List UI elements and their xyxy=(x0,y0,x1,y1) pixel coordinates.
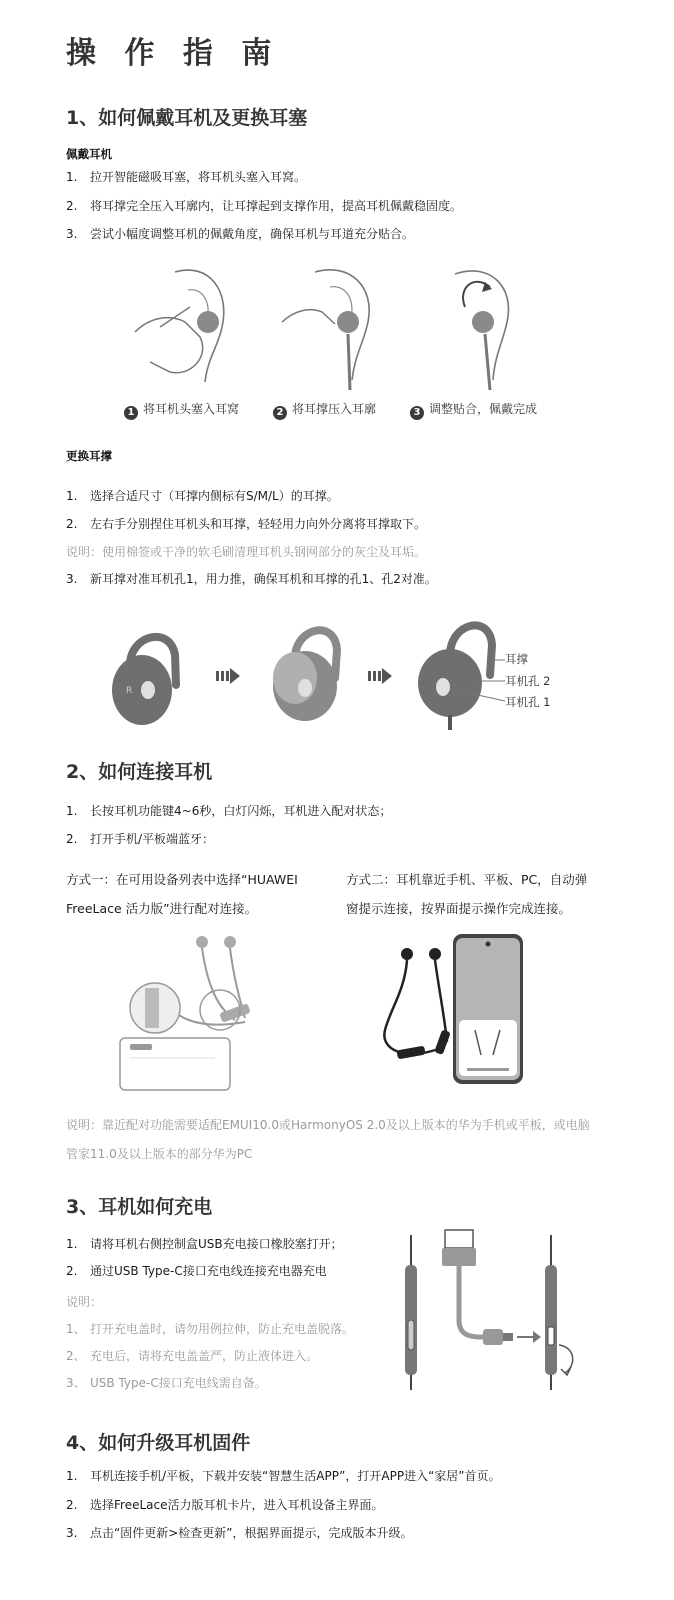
neckband-pairing-illustration xyxy=(100,930,275,1090)
subheading-replace: 更换耳撑 xyxy=(66,449,112,463)
step-item: 1. 耳机连接手机/平板，下载并安装“智慧生活APP”，打开APP进入“家居”首页。 xyxy=(66,1469,501,1483)
charge-note-item: 3、 USB Type-C接口充电线需自备。 xyxy=(66,1376,267,1390)
section-heading-connect: 2、如何连接耳机 xyxy=(66,761,213,783)
step-item: 1. 长按耳机功能键4~6秒，白灯闪烁，耳机进入配对状态； xyxy=(66,804,392,818)
label-hole-2: 耳机孔 2 xyxy=(505,674,551,688)
usb-charging-illustration xyxy=(395,1225,585,1395)
caption-2: 2 将耳撑压入耳廓 xyxy=(273,400,376,420)
arrow-icon xyxy=(216,668,240,684)
step-item: 2. 打开手机/平板端蓝牙： xyxy=(66,832,215,846)
svg-text:R: R xyxy=(126,686,133,696)
step-item: 2. 左右手分别捏住耳机头和耳撑，轻轻用力向外分离将耳撑取下。 xyxy=(66,517,427,531)
step-item: 2. 通过USB Type-C接口充电线连接充电器充电 xyxy=(66,1264,327,1278)
step-item: 1. 请将耳机右侧控制盒USB充电接口橡胶塞打开； xyxy=(66,1237,343,1251)
phone-popup-illustration xyxy=(375,930,535,1090)
step-item: 3. 新耳撑对准耳机孔1，用力推，确保耳机和耳撑的孔1、孔2对准。 xyxy=(66,572,437,586)
method-one: 方式一：在可用设备列表中选择“HUAWEI FreeLace 活力版”进行配对连接。 xyxy=(66,872,298,916)
charge-note-item: 1、 打开充电盖时，请勿用例拉伸，防止充电盖脱落。 xyxy=(66,1322,355,1336)
arrow-icon xyxy=(368,668,392,684)
section-heading-charge: 3、耳机如何充电 xyxy=(66,1196,213,1218)
connect-note-line-1: 说明：靠近配对功能需要适配EMUI10.0或HarmonyOS 2.0及以上版本的华为手机或平板，或电脑 xyxy=(66,1118,590,1132)
caption-3: 3 调整贴合，佩戴完成 xyxy=(410,400,537,420)
ear-tip-fit-illustration xyxy=(265,618,345,728)
section-heading-firmware: 4、如何升级耳机固件 xyxy=(66,1432,251,1454)
ear-press-illustration xyxy=(280,262,390,392)
ear-adjust-illustration xyxy=(435,262,545,392)
step-item: 3. 点击“固件更新>检查更新”，根据界面提示，完成版本升级。 xyxy=(66,1526,413,1540)
ear-insert-illustration xyxy=(130,262,240,392)
charge-note-item: 2、 充电后，请将充电盖盖严，防止液体进入。 xyxy=(66,1349,319,1363)
label-hole-1: 耳机孔 1 xyxy=(505,695,551,709)
step-item: 1. 选择合适尺寸（耳撑内侧标有S/M/L）的耳撑。 xyxy=(66,489,339,503)
step-item: 1. 拉开智能磁吸耳塞，将耳机头塞入耳窝。 xyxy=(66,170,307,184)
charge-note-title: 说明： xyxy=(66,1295,103,1309)
page-title: 操 作 指 南 xyxy=(66,36,281,71)
connect-note-line-2: 管家11.0及以上版本的部分华为PC xyxy=(66,1147,253,1161)
method-two: 方式二：耳机靠近手机、平板、PC，自动弹 窗提示连接，按界面提示操作完成连接。 xyxy=(346,872,588,916)
label-ear-wing: 耳撑 xyxy=(505,652,528,666)
subheading-wear: 佩戴耳机 xyxy=(66,147,112,161)
earbud-assembled-illustration xyxy=(415,615,505,730)
step-item: 2. 选择FreeLace活力版耳机卡片，进入耳机设备主界面。 xyxy=(66,1498,384,1512)
cleaning-note: 说明：使用棉签或干净的软毛刷清理耳机头钢网部分的灰尘及耳垢。 xyxy=(66,545,427,559)
step-item: 3. 尝试小幅度调整耳机的佩戴角度，确保耳机与耳道充分贴合。 xyxy=(66,227,415,241)
section-heading-wear: 1、如何佩戴耳机及更换耳塞 xyxy=(66,107,308,129)
step-item: 2. 将耳撑完全压入耳廓内，让耳撑起到支撑作用，提高耳机佩戴稳固度。 xyxy=(66,199,463,213)
ear-tip-illustration xyxy=(110,625,190,725)
caption-1: 1 将耳机头塞入耳窝 xyxy=(124,400,239,420)
